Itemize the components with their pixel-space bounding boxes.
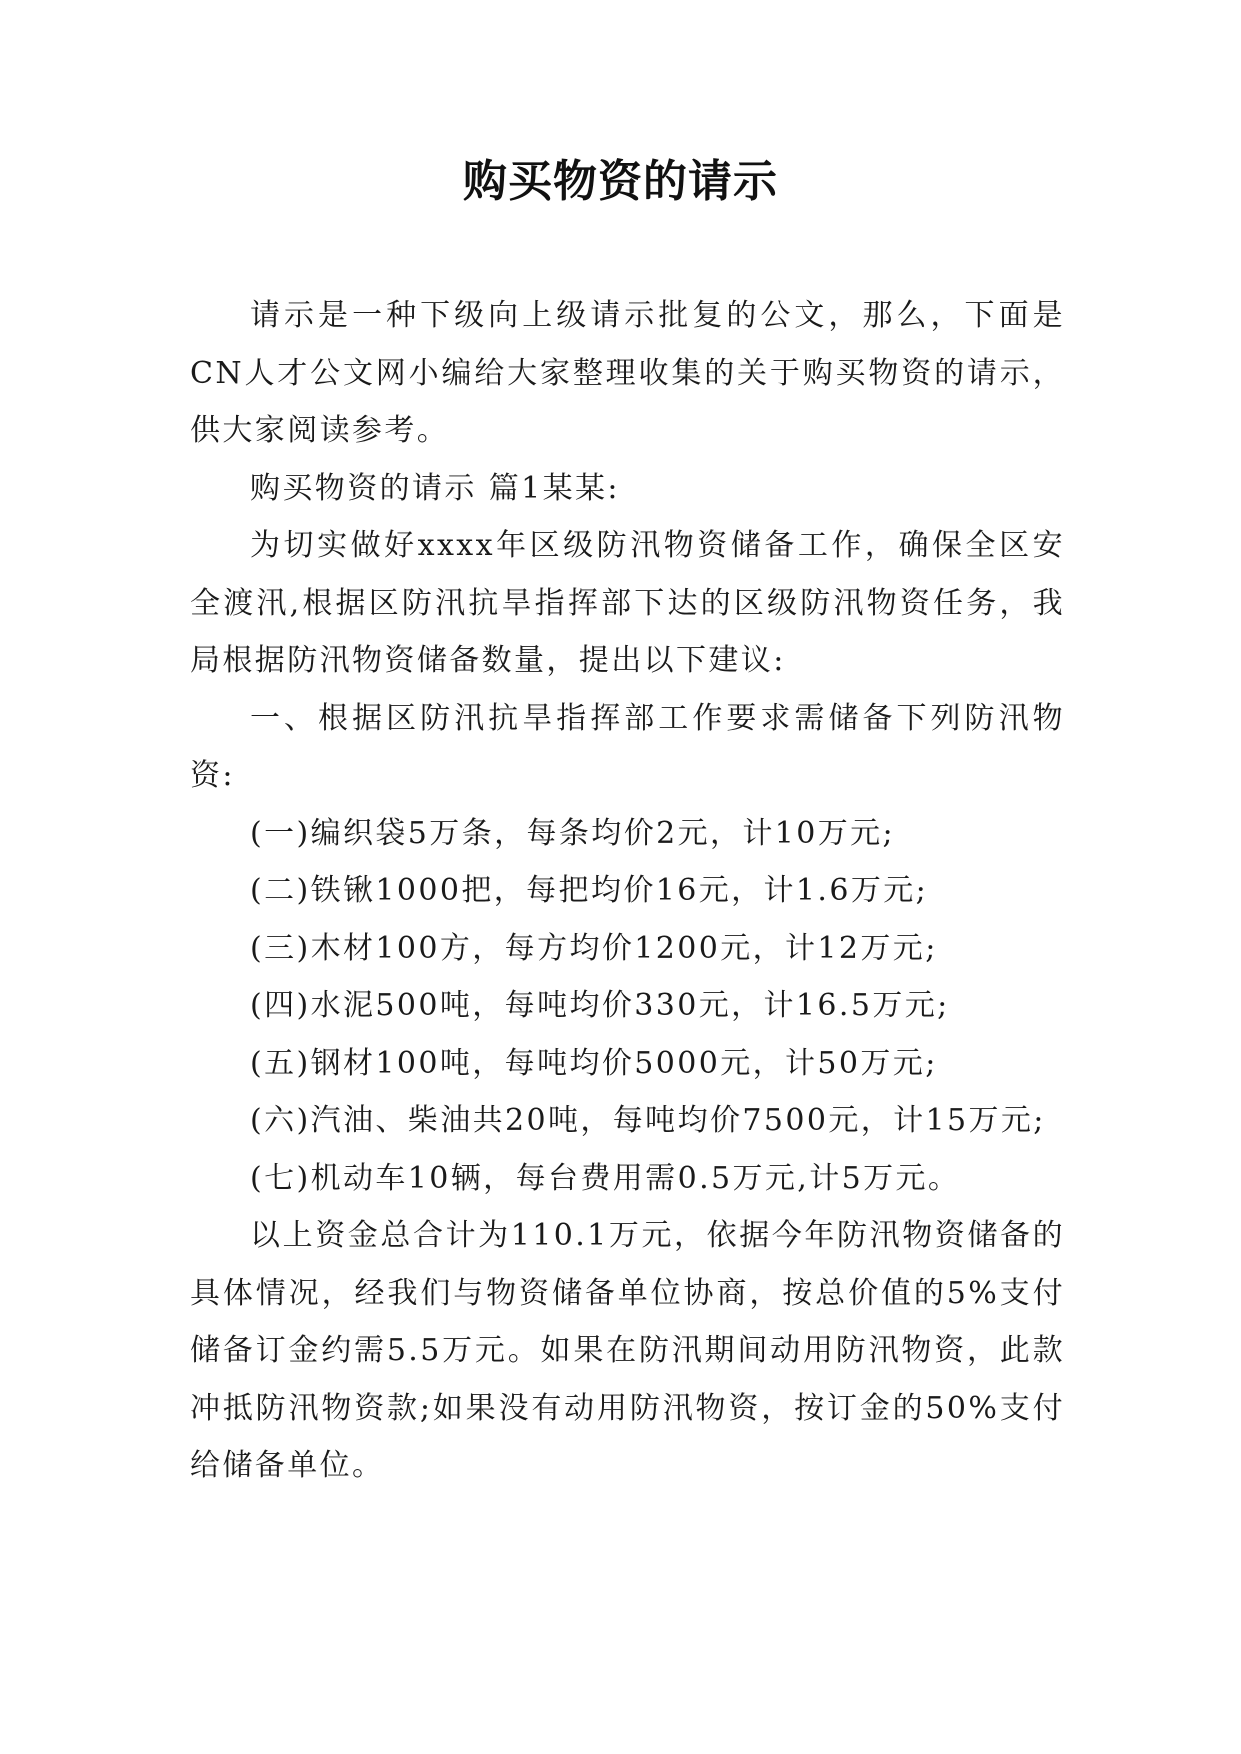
requirement-heading: 一、根据区防汛抗旱指挥部工作要求需储备下列防汛物资: — [190, 700, 1065, 793]
item-cement: (四)水泥500吨，每吨均价330元，计16.5万元; — [250, 988, 950, 1023]
intro-paragraph: 请示是一种下级向上级请示批复的公文，那么，下面是CN人才公文网小编给大家整理收集的关于购买物资的请示，供大家阅读参考。 — [190, 298, 1065, 448]
item-timber: (三)木材100方，每方均价1200元，计12万元; — [250, 930, 938, 966]
section-heading: 购买物资的请示 篇1某某: — [250, 470, 620, 506]
item-fuel: (六)汽油、柴油共20吨，每吨均价7500元，计15万元; — [250, 1103, 1046, 1138]
item-woven-bags: (一)编织袋5万条，每条均价2元，计10万元; — [250, 815, 896, 851]
document-body — [190, 287, 1065, 1495]
purpose-paragraph: 为切实做好xxxx年区级防汛物资储备工作，确保全区安全渡汛,根据区防汛抗旱指挥部下达的区级防汛物资任务，我局根据防汛物资储备数量，提出以下建议: — [190, 528, 1065, 678]
item-shovels: (二)铁锹1000把，每把均价16元，计1.6万元; — [250, 873, 929, 908]
document-title: 购买物资的请示 — [463, 156, 778, 207]
item-vehicles: (七)机动车10辆，每台费用需0.5万元,计5万元。 — [250, 1160, 961, 1196]
summary-paragraph: 以上资金总合计为110.1万元，依据今年防汛物资储备的具体情况，经我们与物资储备单位协商，按总价值的5%支付储备订金约需5.5万元。如果在防汛期间动用防汛物资，此款冲抵防汛物资款;如果没有动用防汛物资，按订金的50%支付给储备单位。 — [190, 1218, 1065, 1483]
item-steel: (五)钢材100吨，每吨均价5000元，计50万元; — [250, 1045, 938, 1081]
